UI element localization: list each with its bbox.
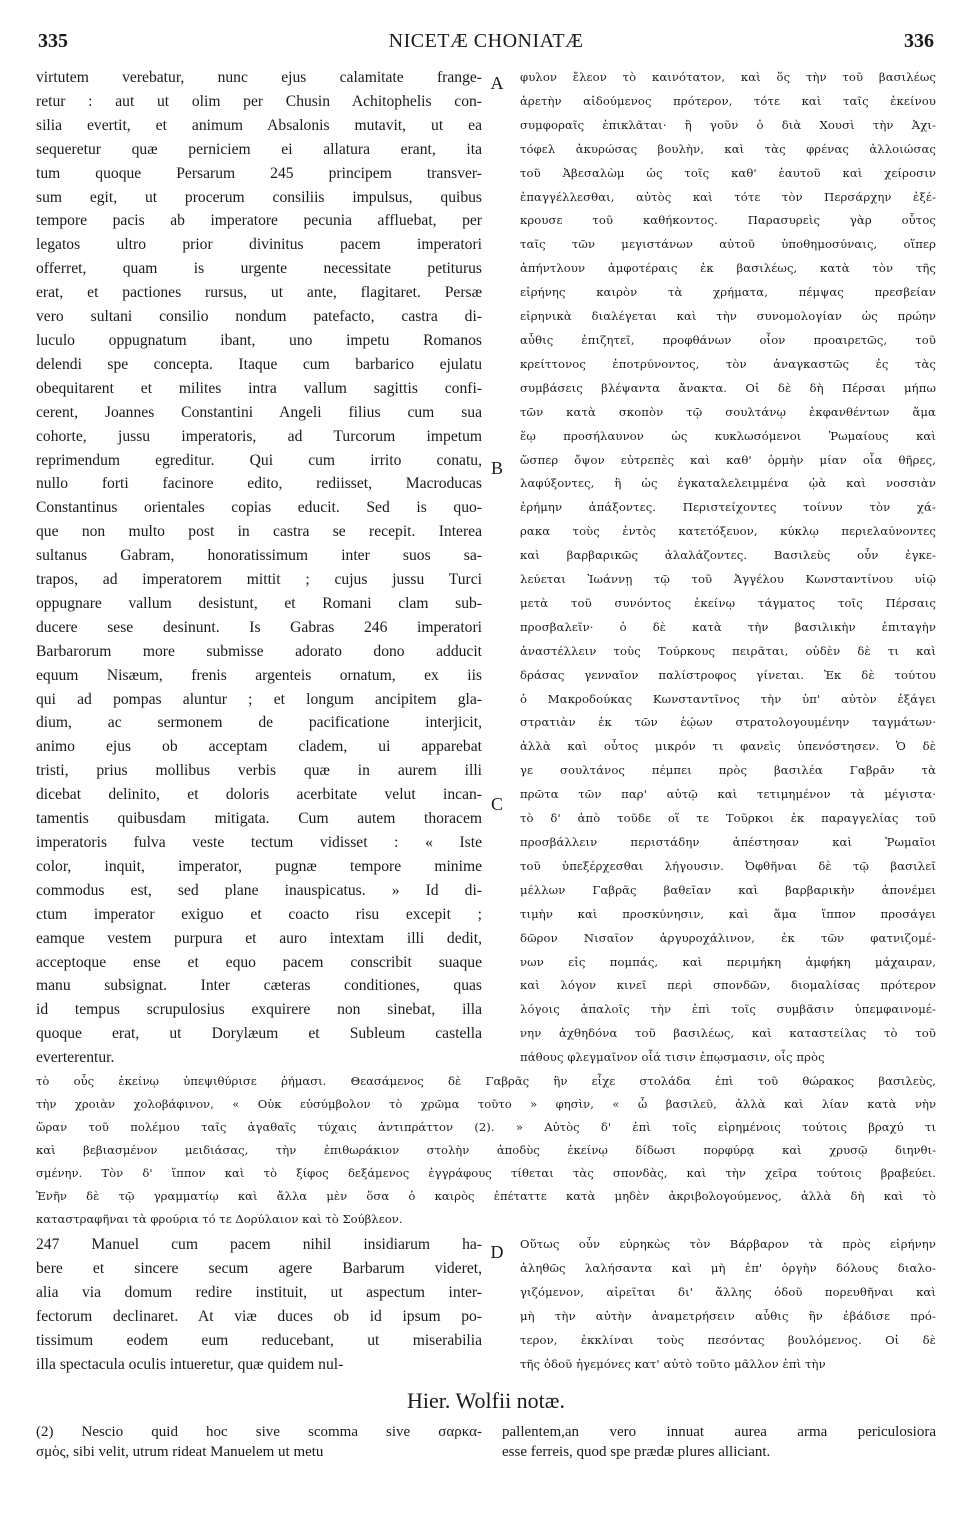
greek-text-line: λαφύξοντες, ἢ ὡς ἐγκαταλελειμμένα ᾠὰ καὶ νοσσιὰν <box>520 476 936 491</box>
latin-text-line: cerent, Joannes Constantini Angeli filius cum sua <box>36 403 482 421</box>
greek-text-line: ἐρήμην ἀπάξοντες. Περιστείχοντες τοίνυν τὸν χά- <box>520 500 936 515</box>
page <box>36 30 936 1510</box>
latin-text-line: sultanus Gabram, honoratissimum inter suos sa- <box>36 547 482 565</box>
greek-full-width-text <box>36 1070 936 1231</box>
latin-text-line: equum Nisæum, frenis argenteis ornatum, ex iis <box>36 666 482 684</box>
latin-text-line: virtutem verebatur, nunc ejus calamitate frange- <box>36 69 482 86</box>
latin-text-line: manu subsignat. Inter cæteras conditiones, quas <box>36 977 482 995</box>
greek-text-line: τῆς ὁδοῦ ἡγεμόνες κατ' αὐτὸ τοῦτο μᾶλλον ἐπὶ τὴν <box>520 1356 826 1371</box>
greek-text-line: πάθους φλεγμαῖνον οἷά τισιν ἐπῳσμασιν, οἷς πρὸς <box>520 1050 825 1065</box>
latin-text-line: Constantinus orientales copias educit. Sed is quo- <box>36 499 482 517</box>
latin-text-line: obequitarent et milites intra vallum sagittis confi- <box>36 379 482 397</box>
greek-text-line: προσβάλλειν περιστάδην ἀπέστησαν καὶ Ῥωμαῖοι <box>520 835 936 849</box>
section-marker-d: D <box>490 1242 504 1262</box>
latin-text-line: legatos ultro prior divinitus pacem imperatori <box>36 236 482 254</box>
latin-text-line: ctum imperator exiguo et coacto risu excepit ; <box>36 905 482 923</box>
greek-text-line: συμβάσεις βλέψαντα ἄνακτα. Οἱ δὲ δὴ Πέρσαι μήπω <box>520 380 936 395</box>
greek-text-line: τιμὴν καὶ προσκύνησιν, καὶ ἅμα ἵππον προσάγει <box>520 906 936 921</box>
note-line: (2) Nescio quid hoc sive scomma sive σαρκα- <box>36 1424 482 1440</box>
greek-text-line: τοῦ Ἀβεσαλὼμ ὡς τοῖς καθ' ἑαυτοῦ καὶ χείροσιν <box>520 165 936 180</box>
latin-text-line: eamque vestem purpura et auro intextam illi dedit, <box>36 929 482 947</box>
latin-text-line: silia evertit, et animum Absalonis mutavit, ut ea <box>36 116 482 134</box>
latin-text-line: imperatoris fulva veste tectum vidisset : « Iste <box>36 834 482 851</box>
greek-text-line: ὁ Μακροδούκας Κωνσταντῖνος τὴν ὑπ' αὐτὸν ἐξάγει <box>520 691 936 706</box>
greek-text-line: ὥσπερ ὄψον εὐτρεπὲς καὶ καθ' ὁρμὴν μίαν οἷα θῆρες, <box>520 452 936 467</box>
greek-text-line: λεύεται Ἰωάννῃ τῷ τοῦ Ἀγγέλου Κωνσταντίνου υἱῷ <box>520 572 936 587</box>
latin-text-line: tum quoque Persarum 245 principem transver- <box>36 164 482 182</box>
section-marker-a: A <box>490 73 504 93</box>
latin-text-line: tissimum eodem eum reducebant, ut miserabilia <box>36 1331 482 1349</box>
greek-text-line: ἐπαγγέλλεσθαι, αὐτὸς καὶ τότε τὸν Περσάρχην ἐξέ- <box>520 189 936 204</box>
latin-text-line: offerret, quam is urgente necessitate petiturus <box>36 260 482 278</box>
greek-text-line: συμφοραῖς ἐπικλᾶται· ἢ γοῦν ὁ διὰ Χουσὶ τὴν Ἀχι- <box>520 117 936 132</box>
greek-wide-line: ὥραν τοῦ πολέμου ταῖς ἀγαθαῖς τύχαις ἀντιπράττον (2). » Αὐτὸς δ' ἐπὶ τοῖς εἰρημένοις τούτοις βραχύ τι <box>36 1120 936 1134</box>
latin-text-line: everterentur. <box>36 1049 115 1067</box>
latin-text-line: illa spectacula oculis intueretur, quæ quidem nul- <box>36 1355 344 1373</box>
latin-text-line: commodus est, sed plane inauspicatus. » Id di- <box>36 881 482 899</box>
greek-text-line: γε σουλτάνος πέμπει πρὸς βασιλέα Γαβρᾶν τὰ <box>520 763 936 778</box>
greek-text-line: τὸ δ' ἀπὸ τοῦδε οἵ τε Τοῦρκοι ἐκ παραγγελίας τοῦ <box>520 811 936 826</box>
latin-text-line: luculo oppugnatum ibant, uno impetu Romanos <box>36 331 482 349</box>
greek-text-line: τοῦ ὑπεξέρχεσθαι λήγουσιν. Ὀφθῆναι δὲ τῷ βασιλεῖ <box>520 858 936 873</box>
latin-column-top <box>36 66 482 1070</box>
latin-text-line: reprimendum egreditur. Qui cum irrito conatu, <box>36 451 482 469</box>
latin-text-line: fectorum declinaret. At viæ duces ob id ipsum po- <box>36 1307 482 1325</box>
page-number-left: 335 <box>38 30 68 52</box>
greek-text-line: δῶρον Νισαῖον ἀργυροχάλινον, ἐκ τῶν φατνιζομέ- <box>520 930 936 945</box>
latin-text-line: qui ad pompas aluntur ; et longum ancipitem gla- <box>36 690 482 708</box>
greek-text-line: κρείττονος ἐποτρύνοντος, τὸν ἀναγκαστῶς ἐς τὰς <box>520 356 936 371</box>
latin-text-line: id tempus scrupulosius exquirere non sinebat, illa <box>36 1001 482 1019</box>
latin-text-line: erat, et pactiones rursus, ut ante, flagitaret. Persæ <box>36 284 482 302</box>
section-marker-b: B <box>490 458 503 478</box>
latin-text-line: quoque erat, ut Dorylæum et Subleum castella <box>36 1025 482 1043</box>
greek-text-line: πρῶτα τῶν παρ' αὐτῷ καὶ τετιμημένον τὰ μέγιστα· <box>520 787 936 802</box>
note-left-column <box>36 1422 482 1462</box>
greek-text-line: ἕῳ προσήλαυνον ὡς κυκλωσόμενοι Ῥωμαίους καὶ <box>520 428 936 443</box>
note-line: σμὸς, sibi velit, utrum rideat Manuelem ut metu <box>36 1444 324 1460</box>
running-header <box>36 30 936 56</box>
latin-text-line: color, inquit, imperator, pugnæ tempore minime <box>36 857 482 875</box>
greek-column-bottom <box>520 1233 936 1376</box>
latin-text-line: sequeretur quæ perniciem ei allatura erant, ita <box>36 140 482 158</box>
greek-wide-line: Ἐνῆν δὲ τῷ γραμματίῳ καὶ ἄλλα μὲν ὅσα ὁ καιρὸς ἐπέταττε κατὰ μηδὲν ἀκριβολογούμενος, ἀλλὰ δὴ καὶ τὸ <box>36 1189 936 1203</box>
latin-text-line: vero sultani consilio nondum patefacto, castra di- <box>36 308 482 326</box>
greek-text-line: μὴ τὴν αὐτὴν ἀναμετρήσειν αὖθις ἣν ἐβάδισε πρό- <box>520 1308 936 1323</box>
latin-text-line: 247 Manuel cum pacem nihil insidiarum ha- <box>36 1236 482 1253</box>
latin-text-line: dium, ac sermonem de pacificatione interjicit, <box>36 714 482 732</box>
greek-text-line: ἀληθῶς λαλήσαντα καὶ μὴ ἐπ' ὀργὴν δόλους διαλο- <box>520 1260 936 1275</box>
running-title: NICETÆ CHONIATÆ <box>388 30 584 52</box>
greek-text-line: στρατιὰν ἐκ τῶν ἑῴων στρατολογουμένην ταγμάτων· <box>520 715 936 730</box>
page-number-right: 336 <box>904 30 934 52</box>
greek-text-line: εἰρήνης καιρὸν τὰ χρήματα, πέμψας πρεσβείαν <box>520 285 936 300</box>
latin-text-line: sum egit, ut procerum consiliis impulsus, quibus <box>36 188 482 206</box>
latin-text-line: nullo forti facinore edito, rediisset, Macroducas <box>36 475 482 493</box>
note-line: esse ferreis, quod spe prædæ plures alliciant. <box>502 1444 771 1460</box>
greek-wide-line: τὸ οὖς ἐκείνῳ ὑπεψιθύρισε ῥήμασι. Θεασάμενος δὲ Γαβρᾶς ἣν εἶχε στολάδα ἐπὶ τοῦ θώρακος βασιλεὺς, <box>36 1074 936 1088</box>
greek-text-line: καὶ λόγον κινεῖ περὶ σπονδῶν, διομαλίσας πρότερον <box>520 978 936 993</box>
greek-text-line: φυλον ἔλεον τὸ καινότατον, καὶ ὅς τὴν τοῦ βασιλέως <box>520 70 936 84</box>
greek-text-line: εἰρηνικὰ διαλέγεται καὶ τὴν συνομολογίαν ὡς πρώην <box>520 309 936 324</box>
latin-text-line: dicebat delinito, et doloris acerbitate velut incan- <box>36 786 482 804</box>
greek-wide-line: καταστραφῆναι τὰ φρούρια τό τε Δορύλαιον καὶ τὸ Σούβλεον. <box>36 1212 403 1226</box>
latin-text-line: tamentis quibusdam mitigata. Cum autem thoracem <box>36 810 482 828</box>
greek-text-line: τῶν κατὰ σκοπὸν τῷ σουλτάνῳ ἐκφανθέντων ἅμα <box>520 404 936 419</box>
greek-text-line: μετὰ τοῦ συνόντος ἐκείνῳ τάγματος τοῖς Πέρσαις <box>520 595 936 610</box>
latin-text-line: animo ejus ob acceptam cladem, ui apparebat <box>36 738 482 756</box>
latin-text-line: alia via domum redire instituit, ut aspectum inter- <box>36 1283 482 1301</box>
greek-text-line: τερον, ἐκκλίναι τοὺς πεσόντας βουλόμενος. Οἱ δὲ <box>520 1332 936 1347</box>
greek-text-line: δράσας γενναῖον παλίστροφος γίνεται. Ἐκ δὲ τούτου <box>520 667 936 682</box>
greek-text-line: λόγοις ἁπαλοῖς τὴν ἐπὶ τοῖς συμβᾶσιν ὑπεμφαινομέ- <box>520 1002 936 1017</box>
greek-text-line: ταῖς τῶν μεγιστάνων αὐτοῦ ὑποθημοσύναις, οἵπερ <box>520 237 936 252</box>
latin-text-line: bere et sincere secum agere Barbarum videret, <box>36 1259 482 1277</box>
latin-text-line: acceptoque ense et equo pacem conscribit suaque <box>36 953 482 971</box>
greek-text-line: ἀλλὰ καὶ οὗτος μικρόν τι φανεὶς ὑπενόστησεν. Ὁ δὲ <box>520 739 936 754</box>
greek-text-line: νην ἀχθηδόνα τοῦ βασιλέως, καὶ καταστείλας τὸ τοῦ <box>520 1026 936 1041</box>
latin-text-line: tempore pacis ab imperatore pecunia affluebat, per <box>36 212 482 230</box>
greek-text-line: μέλλων Γαβρᾶς βαθεῖαν καὶ βαρβαρικὴν ἀπονέμει <box>520 882 936 897</box>
greek-text-line: γιζόμενον, αἱρεῖται δι' ἄλλης ὁδοῦ πορευθῆναι καὶ <box>520 1284 936 1299</box>
latin-text-line: que non multo post in castra se recepit. Interea <box>36 523 482 541</box>
greek-text-line: νων εἰς πομπάς, καὶ περιμήκη ἀμφήκη μάχαιραν, <box>520 954 936 969</box>
latin-column-bottom <box>36 1233 482 1376</box>
latin-text-line: retur : aut ut olim per Chusin Achitophelis con- <box>36 92 482 110</box>
greek-column-top <box>520 66 936 1070</box>
latin-text-line: ducere sese desinunt. Is Gabras 246 imperatori <box>36 618 482 636</box>
greek-wide-line: σμένην. Τὸν δ' ἵππον καὶ τὸ ξίφος δεξάμενος ἐγγράφους τίθεται τὰς σπονδὰς, καὶ τὴν χεῖρα τούτοις βραβεύει. <box>36 1166 936 1180</box>
section-marker-c: C <box>490 794 503 814</box>
note-right-column <box>502 1422 936 1462</box>
greek-text-line: ἀναστέλλειν τοὺς Τούρκους πειρᾶται, οὐδὲν δὲ τι καὶ <box>520 643 936 658</box>
greek-text-line: Οὕτως οὖν εὐρηκὼς τὸν Βάρβαρον τὰ πρὸς εἰρήνην <box>520 1237 936 1251</box>
latin-text-line: tristi, prius mollibus verbis quæ in aurem illi <box>36 762 482 780</box>
notes-heading: Hier. Wolfii notæ. <box>407 1388 565 1413</box>
greek-text-line: προσβαλεῖν· ὁ δὲ κατὰ τὴν βασιλικὴν ἐπιταγὴν <box>520 619 936 634</box>
note-line: pallentem,an vero innuat aurea arma periculosiora <box>502 1424 936 1440</box>
greek-text-line: καὶ βαρβαρικῶς ἀλαλάζοντες. Βασιλεὺς οὖν ἐγκε- <box>520 548 936 563</box>
greek-text-line: τόφελ ἀκυρώσας βουλὴν, καὶ τὰς φρένας ἀλλοιώσας <box>520 141 936 156</box>
greek-text-line: κρουσε τοῦ καθήκοντος. Παρασυρεὶς γὰρ οὗτος <box>520 213 936 228</box>
latin-text-line: delendi spe concepta. Itaque cum barbarico ejulatu <box>36 355 482 373</box>
greek-text-line: ἀρετὴν αἰδούμενος πρότερον, τότε καὶ ταῖς ἐκείνου <box>520 93 936 108</box>
greek-wide-line: τὴν χροιὰν χολοβάφινον, « Οὐκ εὐσύμβολον τὸ χρῶμα τοῦτο » φησὶν, « ὦ βασιλεῦ, ἀλλὰ καὶ λίαν κατὰ νὴν <box>36 1097 936 1111</box>
latin-text-line: oppugnare vallum desistunt, et Romani clam sub- <box>36 594 482 612</box>
greek-wide-line: καὶ βεβιασμένον μειδιάσας, τὴν ἐπιθωράκιον στολὴν ἀποδὺς ἐκείνῳ δίδωσι πορφύρᾳ καὶ χρυσῷ διηνθι- <box>36 1143 936 1157</box>
latin-text-line: trapos, ad imperatorem mittit ; cujus jussu Turci <box>36 571 482 589</box>
latin-text-line: Barbarorum more submisse adorato dono adducit <box>36 642 482 660</box>
greek-text-line: αὖθις ἐπιζητεῖ, προφθάνων οἷον προαιρετῶς, τοῦ <box>520 332 936 347</box>
latin-text-line: cohorte, jussu imperatoris, ad Turcorum impetum <box>36 427 482 445</box>
greek-text-line: ρακα τοὺς ἐντὸς κατετόξευον, κύκλῳ περιελαύνοντες <box>520 524 936 539</box>
greek-text-line: ἀπήντλουν ἀμφοτέραις ἐκ βασιλέως, κατὰ τὸν τῆς <box>520 261 936 276</box>
